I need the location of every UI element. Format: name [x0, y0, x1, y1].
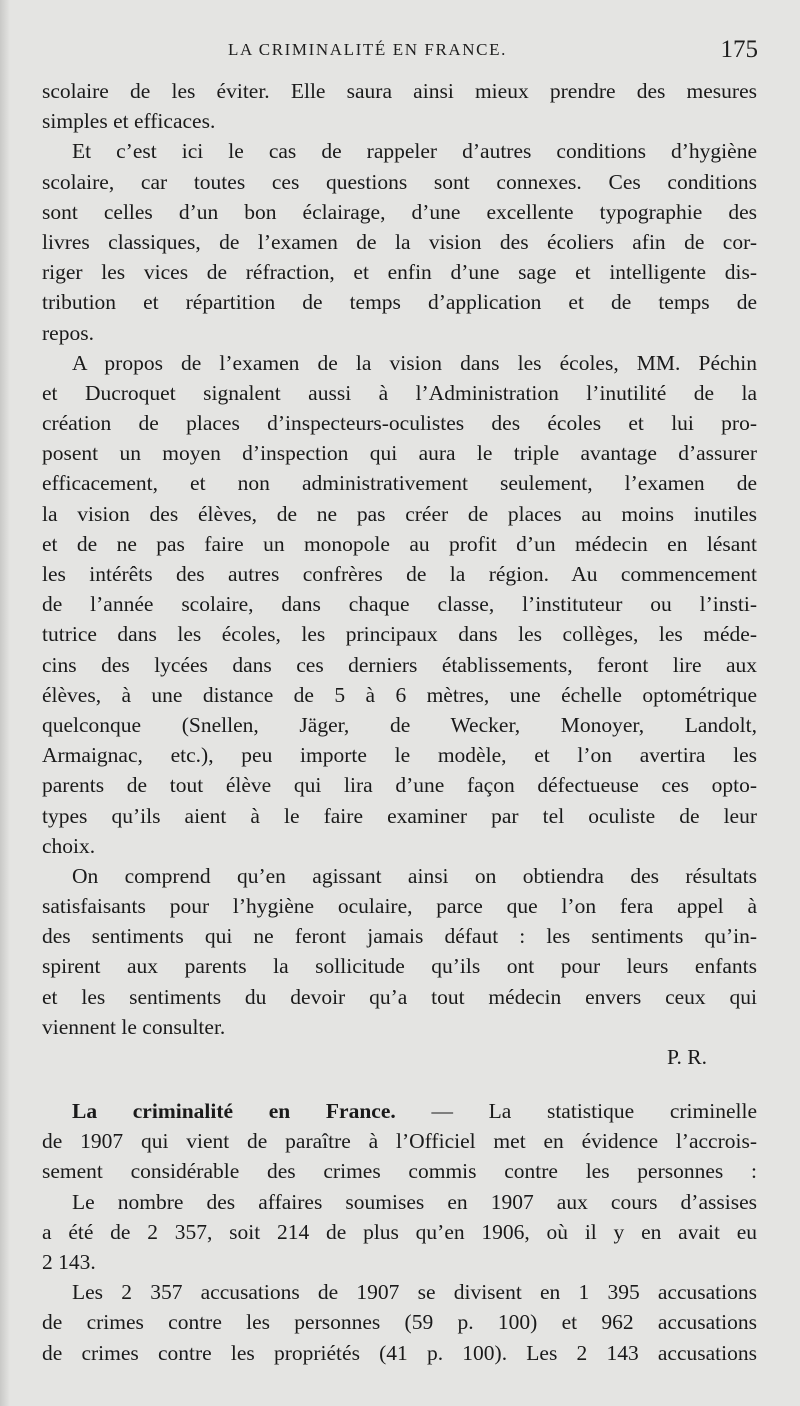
text-line: viennent le consulter. — [42, 1014, 226, 1039]
text-line: tribution et répartition de temps d’application et de temps de — [42, 290, 757, 315]
text-line: cins des lycées dans ces derniers établissements, feront lire aux — [42, 652, 757, 677]
page-binding-shadow — [0, 0, 10, 1406]
text-line: sement considérable des crimes commis contre les personnes : — [42, 1159, 757, 1184]
text-line: élèves, à une distance de 5 à 6 mètres, une échelle optométrique — [42, 682, 757, 707]
text-line: efficacement, et non administrativement seulement, l’examen de — [42, 471, 757, 496]
text-line: simples et efficaces. — [42, 109, 216, 134]
text-line: de l’année scolaire, dans chaque classe, l’instituteur ou l’insti- — [42, 592, 757, 617]
page-number: 175 — [720, 36, 758, 63]
text-line: Et c’est ici le cas de rappeler d’autres conditions d’hygiène — [72, 139, 757, 164]
text-line: Armaignac, etc.), peu importe le modèle, et l’on avertira les — [42, 743, 757, 768]
text-line: parents de tout élève qui lira d’une façon défectueuse ces opto- — [42, 773, 757, 798]
text-line: la vision des élèves, de ne pas créer de places au moins inutiles — [42, 501, 757, 526]
text-line: scolaire, car toutes ces questions sont connexes. Ces conditions — [42, 169, 757, 194]
text-line: types qu’ils aient à le faire examiner par tel oculiste de leur — [42, 803, 757, 828]
text-line: et Ducroquet signalent aussi à l’Administration l’inutilité de la — [42, 380, 757, 405]
text-line: scolaire de les éviter. Elle saura ainsi mieux prendre des mesures — [42, 79, 757, 103]
text-line: Les 2 357 accusations de 1907 se divisent en 1 395 accusations — [72, 1280, 757, 1305]
author-signature: P. R. — [666, 1045, 707, 1069]
text-line: des sentiments qui ne feront jamais défaut : les sentiments qu’in- — [42, 924, 757, 949]
text-line: et les sentiments du devoir qu’a tout médecin envers ceux qui — [42, 984, 757, 1009]
text-line: quelconque (Snellen, Jäger, de Wecker, Monoyer, Landolt, — [42, 712, 757, 737]
text-line: 2 143. — [42, 1249, 96, 1274]
page-header — [0, 38, 800, 72]
text-line: de 1907 qui vient de paraître à l’Officiel met en évidence l’accrois- — [42, 1129, 757, 1154]
text-line: repos. — [42, 320, 94, 345]
text-line: choix. — [42, 833, 96, 858]
text-line: création de places d’inspecteurs-oculistes des écoles et lui pro- — [42, 411, 757, 436]
text-line: posent un moyen d’inspection qui aura le triple avantage d’assurer — [42, 441, 757, 466]
running-head: LA CRIMINALITÉ EN FRANCE. — [228, 40, 507, 59]
text-line: a été de 2 357, soit 214 de plus qu’en 1906, où il y en avait eu — [42, 1219, 757, 1244]
text-line: livres classiques, de l’examen de la vision des écoliers afin de cor- — [42, 229, 757, 254]
text-line: les intérêts des autres confrères de la région. Au commencement — [42, 562, 757, 586]
text-line: et de ne pas faire un monopole au profit d’un médecin en lésant — [42, 531, 757, 556]
body-text-continuation — [42, 76, 757, 1072]
section-title: La criminalité en France. — [72, 1099, 396, 1123]
text-line: A propos de l’examen de la vision dans les écoles, MM. Péchin — [72, 350, 757, 375]
text-line: de crimes contre les propriétés (41 p. 100). Les 2 143 accusations — [42, 1340, 757, 1365]
text-line: On comprend qu’en agissant ainsi on obtiendra des résultats — [72, 863, 757, 888]
text-line: tutrice dans les écoles, les principaux dans les collèges, les méde- — [42, 622, 757, 647]
text-line: Le nombre des affaires soumises en 1907 aux cours d’assises — [72, 1189, 757, 1214]
text-line: sont celles d’un bon éclairage, d’une excellente typographie des — [42, 199, 757, 224]
section-criminalite — [42, 1096, 757, 1368]
text-line: satisfaisants pour l’hygiène oculaire, parce que l’on fera appel à — [42, 894, 757, 919]
text-line: spirent aux parents la sollicitude qu’ils ont pour leurs enfants — [42, 954, 757, 979]
section-title-continuation: — La statistique criminelle — [395, 1099, 757, 1123]
text-line: riger les vices de réfraction, et enfin d’une sage et intelligente dis- — [42, 260, 757, 285]
text-line: de crimes contre les personnes (59 p. 100) et 962 accusations — [42, 1310, 757, 1335]
section-first-line — [42, 1096, 757, 1126]
